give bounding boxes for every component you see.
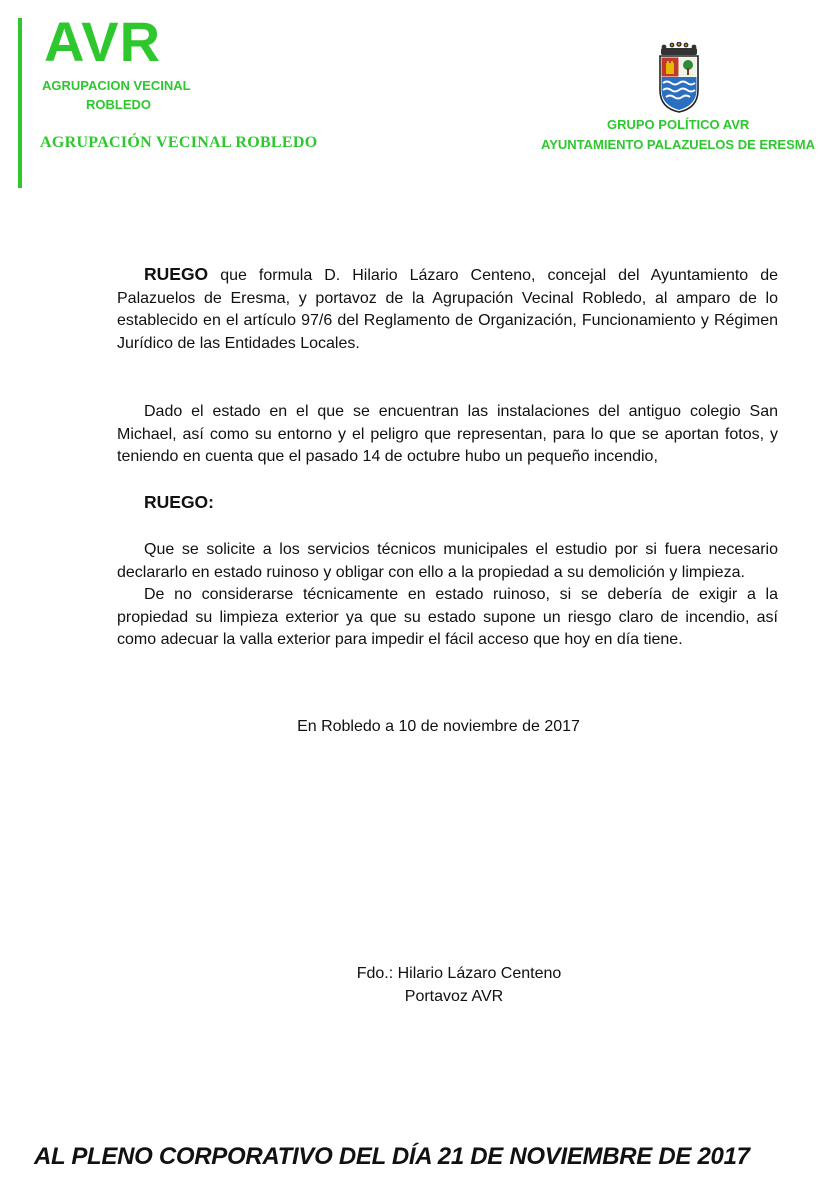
avr-logo-subtitle: AGRUPACION VECINAL xyxy=(42,78,191,93)
signature-role: Portavoz AVR xyxy=(404,988,504,1005)
avr-logo: AVR xyxy=(44,10,162,73)
footer-title: AL PLENO CORPORATIVO DEL DÍA 21 DE NOVIEMBRE DE 2017 xyxy=(34,1143,750,1170)
political-group-name: GRUPO POLÍTICO AVR xyxy=(607,117,750,132)
date-line: En Robledo a 10 de noviembre de 2017 xyxy=(297,718,580,735)
left-org-name: AGRUPACIÓN VECINAL ROBLEDO xyxy=(40,134,318,151)
request-paragraph-1: Que se solicite a los servicios técnicos municipales el estudio por si fuera necesario declararlo en estado ruinoso y obligar con ello a la propiedad a su demolición y limpieza. xyxy=(117,541,778,581)
avr-logo-subtitle-2: ROBLEDO xyxy=(86,97,151,112)
ruego-heading: RUEGO: xyxy=(144,492,214,512)
intro-paragraph xyxy=(117,263,778,355)
intro-lead: RUEGO xyxy=(144,264,209,284)
signature-name: Fdo.: Hilario Lázaro Centeno xyxy=(356,965,562,982)
municipality-name: AYUNTAMIENTO PALAZUELOS DE ERESMA xyxy=(541,137,815,152)
header-divider-bar xyxy=(18,18,22,188)
municipal-crest-icon xyxy=(655,42,703,114)
context-paragraph: Dado el estado en el que se encuentran las instalaciones del antiguo colegio San Michael, así como su entorno y el peligro que representan, para lo que se aportan fotos, y teniendo en cuenta que el pasado 14 de octubre hubo un pequeño incendio, xyxy=(117,403,778,465)
request-paragraph-2: De no considerarse técnicamente en estado ruinoso, si se debería de exigir a la propiedad su limpieza exterior ya que su estado supone un riesgo claro de incendio, así como adecuar la valla exterior para impedir el fácil acceso que hoy en día tiene. xyxy=(117,586,778,648)
intro-text: que formula D. Hilario Lázaro Centeno, concejal del Ayuntamiento de Palazuelos de Eresma, y portavoz de la Agrupación Vecinal Robledo, al amparo de lo establecido en el artículo 97/6 del Reglamento de Organización, Funcionamiento y Régimen Jurídico de las Entidades Locales. xyxy=(117,267,778,352)
